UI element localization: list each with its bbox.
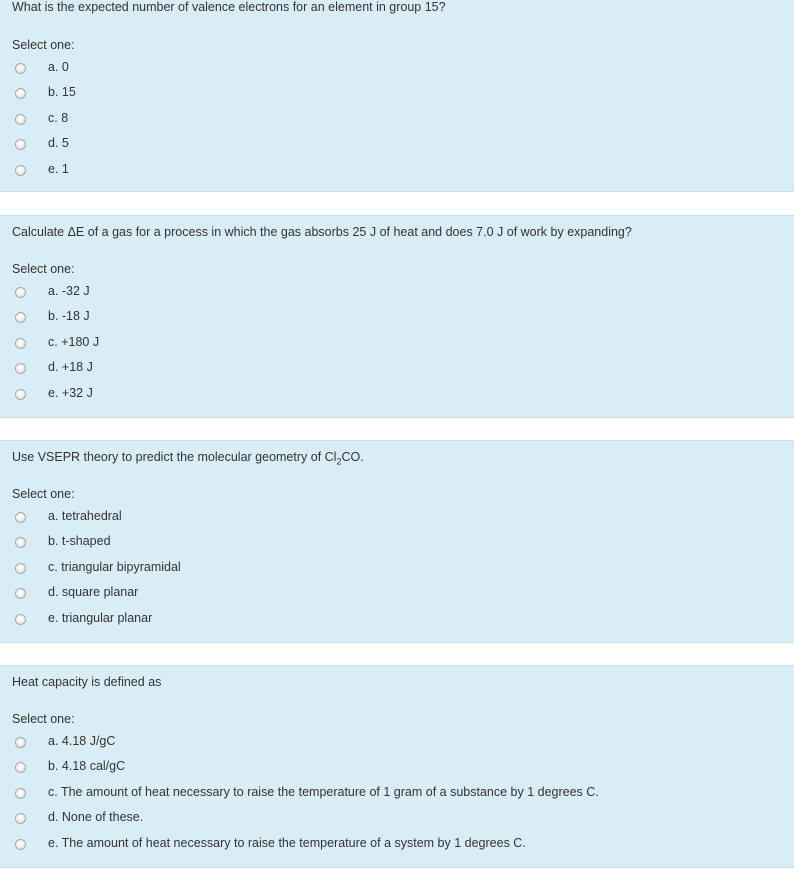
radio-button[interactable] xyxy=(15,88,26,99)
option-label: a. 0 xyxy=(48,60,69,74)
select-one-label: Select one: xyxy=(12,487,75,501)
radio-button[interactable] xyxy=(15,537,26,548)
question-text: Heat capacity is defined as xyxy=(12,675,162,689)
option-d[interactable] xyxy=(0,136,700,156)
option-label: e. The amount of heat necessary to raise the temperature of a system by 1 degrees C. xyxy=(48,836,526,850)
option-a[interactable] xyxy=(0,60,700,80)
question-text-end: CO. xyxy=(341,450,364,464)
radio-button[interactable] xyxy=(15,312,26,323)
option-d[interactable] xyxy=(0,360,700,380)
radio-button[interactable] xyxy=(15,139,26,150)
option-label: d. square planar xyxy=(48,585,139,599)
radio-button[interactable] xyxy=(15,813,26,824)
radio-button[interactable] xyxy=(15,287,26,298)
option-label: b. 15 xyxy=(48,85,76,99)
option-label: c. +180 J xyxy=(48,335,100,349)
option-c[interactable] xyxy=(0,560,700,580)
option-label: d. 5 xyxy=(48,136,69,150)
question-text-main: Use VSEPR theory to predict the molecular geometry of Cl xyxy=(12,450,337,464)
option-d[interactable] xyxy=(0,585,700,605)
option-label: e. 1 xyxy=(48,162,69,176)
radio-button[interactable] xyxy=(15,737,26,748)
radio-button[interactable] xyxy=(15,762,26,773)
radio-button[interactable] xyxy=(15,839,26,850)
option-label: d. None of these. xyxy=(48,810,144,824)
question-4 xyxy=(0,665,794,868)
radio-button[interactable] xyxy=(15,614,26,625)
option-label: b. -18 J xyxy=(48,309,90,323)
question-text: What is the expected number of valence electrons for an element in group 15? xyxy=(12,0,446,14)
radio-button[interactable] xyxy=(15,63,26,74)
radio-button[interactable] xyxy=(15,563,26,574)
option-label: e. +32 J xyxy=(48,386,93,400)
option-label: c. 8 xyxy=(48,111,69,125)
question-text: Calculate ΔE of a gas for a process in which the gas absorbs 25 J of heat and does 7.0 J of work by expanding? xyxy=(12,225,632,239)
radio-button[interactable] xyxy=(15,363,26,374)
option-e[interactable] xyxy=(0,162,700,182)
option-a[interactable] xyxy=(0,509,700,529)
option-label: c. The amount of heat necessary to raise the temperature of 1 gram of a substance by 1 degrees C. xyxy=(48,785,599,799)
option-e[interactable] xyxy=(0,386,700,406)
select-one-label: Select one: xyxy=(12,712,75,726)
select-one-label: Select one: xyxy=(12,262,75,276)
option-label: c. triangular bipyramidal xyxy=(48,560,181,574)
question-text-subscript: 2 xyxy=(336,456,342,467)
question-1 xyxy=(0,0,794,192)
option-d[interactable] xyxy=(0,810,700,830)
radio-button[interactable] xyxy=(15,788,26,799)
option-b[interactable] xyxy=(0,759,700,779)
option-c[interactable] xyxy=(0,335,700,355)
option-e[interactable] xyxy=(0,836,700,856)
option-b[interactable] xyxy=(0,85,700,105)
option-c[interactable] xyxy=(0,785,700,805)
radio-button[interactable] xyxy=(15,389,26,400)
option-b[interactable] xyxy=(0,534,700,554)
option-label: a. -32 J xyxy=(48,284,90,298)
radio-button[interactable] xyxy=(15,114,26,125)
option-e[interactable] xyxy=(0,611,700,631)
option-a[interactable] xyxy=(0,734,700,754)
question-3 xyxy=(0,440,794,643)
question-text xyxy=(12,450,364,467)
question-2 xyxy=(0,215,794,418)
radio-button[interactable] xyxy=(15,588,26,599)
option-label: d. +18 J xyxy=(48,360,93,374)
radio-button[interactable] xyxy=(15,165,26,176)
select-one-label: Select one: xyxy=(12,38,75,52)
option-label: a. tetrahedral xyxy=(48,509,122,523)
option-label: e. triangular planar xyxy=(48,611,153,625)
option-label: b. t-shaped xyxy=(48,534,111,548)
radio-button[interactable] xyxy=(15,512,26,523)
option-a[interactable] xyxy=(0,284,700,304)
option-c[interactable] xyxy=(0,111,700,131)
option-label: a. 4.18 J/gC xyxy=(48,734,116,748)
radio-button[interactable] xyxy=(15,338,26,349)
option-label: b. 4.18 cal/gC xyxy=(48,759,126,773)
option-b[interactable] xyxy=(0,309,700,329)
